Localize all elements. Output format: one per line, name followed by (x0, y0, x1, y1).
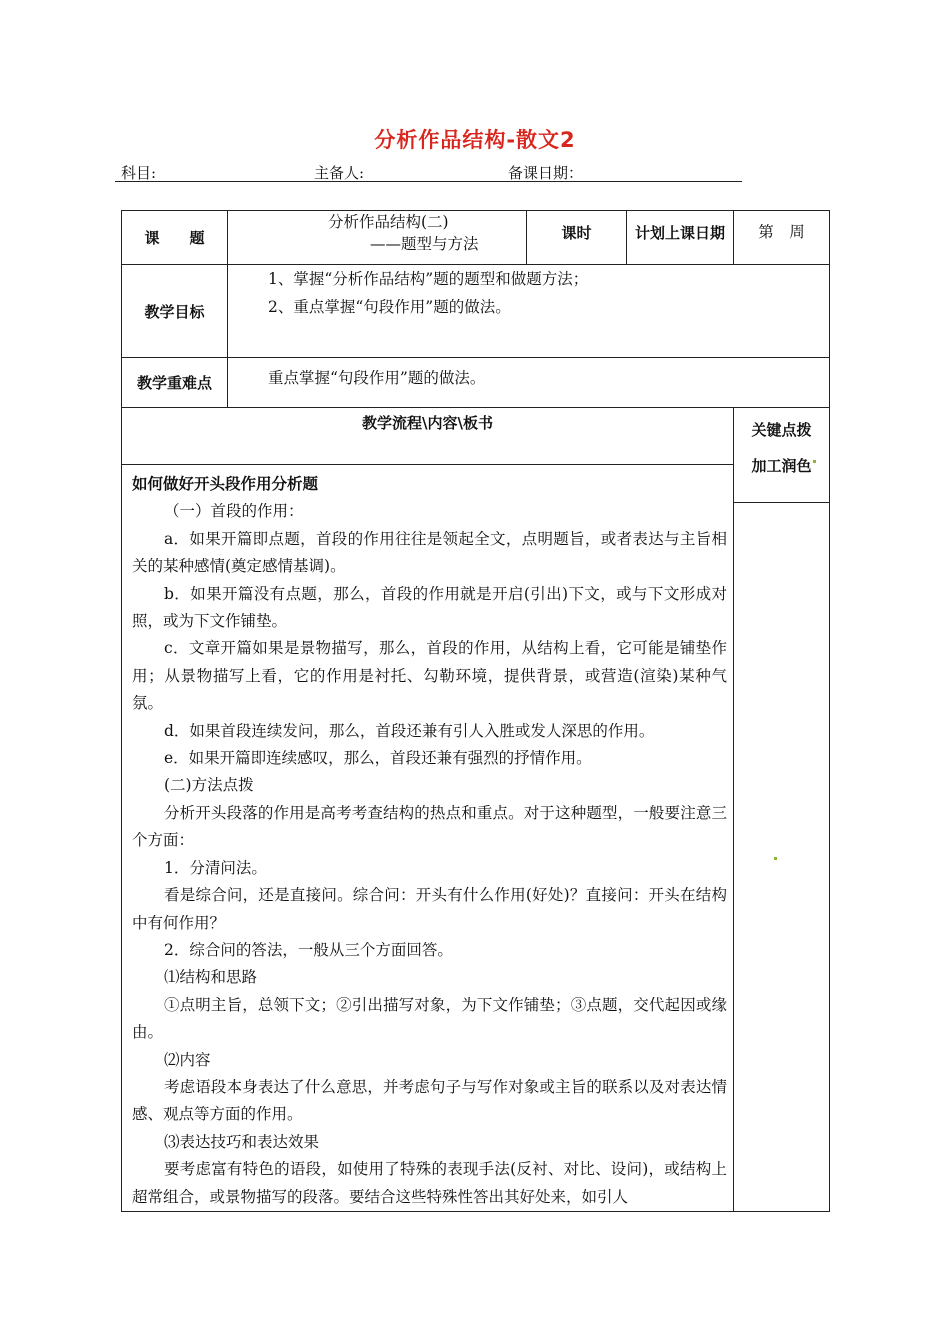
preparer-label: 主备人: (314, 164, 365, 182)
content-paragraph: b．如果开篇没有点题，那么，首段的作用就是开启(引出)下文，或与下文形成对照，或为下文作铺垫。 (132, 584, 727, 631)
content-paragraph: c．文章开篇如果是景物描写，那么，首段的作用，从结构上看，它可能是铺垫作用；从景物描写上看，它的作用是衬托、勾勒环境，提供背景，或营造(渲染)某种气氛。 (132, 639, 727, 713)
topic-label: 课 题 (122, 211, 228, 265)
marker-dot (774, 857, 777, 860)
content-paragraph: d．如果首段连续发问，那么，首段还兼有引人入胜或发人深思的作用。 (164, 721, 655, 740)
date-label: 备课日期： (508, 164, 584, 182)
key-points-label: 教学重难点 (122, 358, 228, 408)
side-label-1: 关键点拨 (751, 421, 812, 439)
content-paragraph: 2．综合问的答法，一般从三个方面回答。 (164, 940, 453, 959)
content-paragraph: a．如果开篇即点题，首段的作用往往是领起全文，点明题旨，或者表达与主旨相关的某种感情(奠定感情基调)。 (132, 529, 727, 576)
key-points-value: 重点掌握“句段作用”题的做法。 (228, 358, 830, 408)
goals-cell (228, 265, 830, 358)
topic-line-1: 分析作品结构(二) (328, 213, 449, 231)
marker-dot (813, 460, 816, 463)
goals-label: 教学目标 (122, 265, 228, 358)
content-paragraph: 看是综合问，还是直接问。综合问：开头有什么作用(好处)？直接问：开头在结构中有何作用？ (132, 886, 727, 932)
flow-label: 教学流程\内容\板书 (362, 414, 493, 432)
content-paragraph: ①点明主旨，总领下文；②引出描写对象，为下文作铺垫；③点题，交代起因或缘由。 (132, 995, 727, 1042)
content-heading-row (122, 408, 733, 465)
content-paragraph: ⑵内容 (164, 1050, 211, 1069)
content-paragraph: ⑴结构和思路 (164, 968, 258, 987)
content-paragraph: 分析开头段落的作用是高考考查结构的热点和重点。对于这种题型，一般要注意三个方面： (132, 803, 727, 850)
content-paragraph: 1．分清问法。 (164, 858, 267, 877)
content-paragraph: (二)方法点拨 (164, 776, 254, 795)
subject-label: 科目: (121, 164, 157, 182)
content-paragraph: e．如果开篇即连续感叹，那么，首段还兼有强烈的抒情作用。 (164, 749, 592, 768)
content-paragraph: ⑶表达技巧和表达效果 (164, 1132, 320, 1151)
side-label-2: 加工润色 (751, 457, 812, 475)
lesson-plan-table (121, 210, 830, 1212)
week-cell: 第 周 (734, 211, 830, 265)
content-heading: 如何做好开头段作用分析题 (132, 475, 319, 493)
side-notes-header (734, 408, 829, 503)
plan-date-label: 计划上课日期 (627, 211, 734, 265)
content-paragraph: 要考虑富有特色的语段，如使用了特殊的表现手法(反衬、对比、设问)，或结构上超常组合，或景物描写的段落。要结合这些特殊性答出其好处来，如引人 (132, 1160, 727, 1206)
goal-item-2: 2、重点掌握“句段作用”题的做法。 (268, 298, 511, 316)
page-title: 分析作品结构-散文2 (374, 128, 576, 152)
content-paragraph: （一）首段的作用： (164, 502, 304, 521)
topic-line-2: ——题型与方法 (370, 235, 479, 253)
content-cell (122, 408, 734, 1212)
topic-value (228, 211, 527, 265)
side-notes-cell (734, 408, 830, 1212)
goal-item-1: 1、掌握“分析作品结构”题的题型和做题方法； (268, 270, 589, 288)
hours-label: 课时 (527, 211, 627, 265)
header-meta-line (115, 162, 742, 182)
content-paragraph: 考虑语段本身表达了什么意思，并考虑句子与写作对象或主旨的联系以及对表达情感、观点等方面的作用。 (132, 1077, 727, 1124)
content-body (122, 465, 733, 1211)
